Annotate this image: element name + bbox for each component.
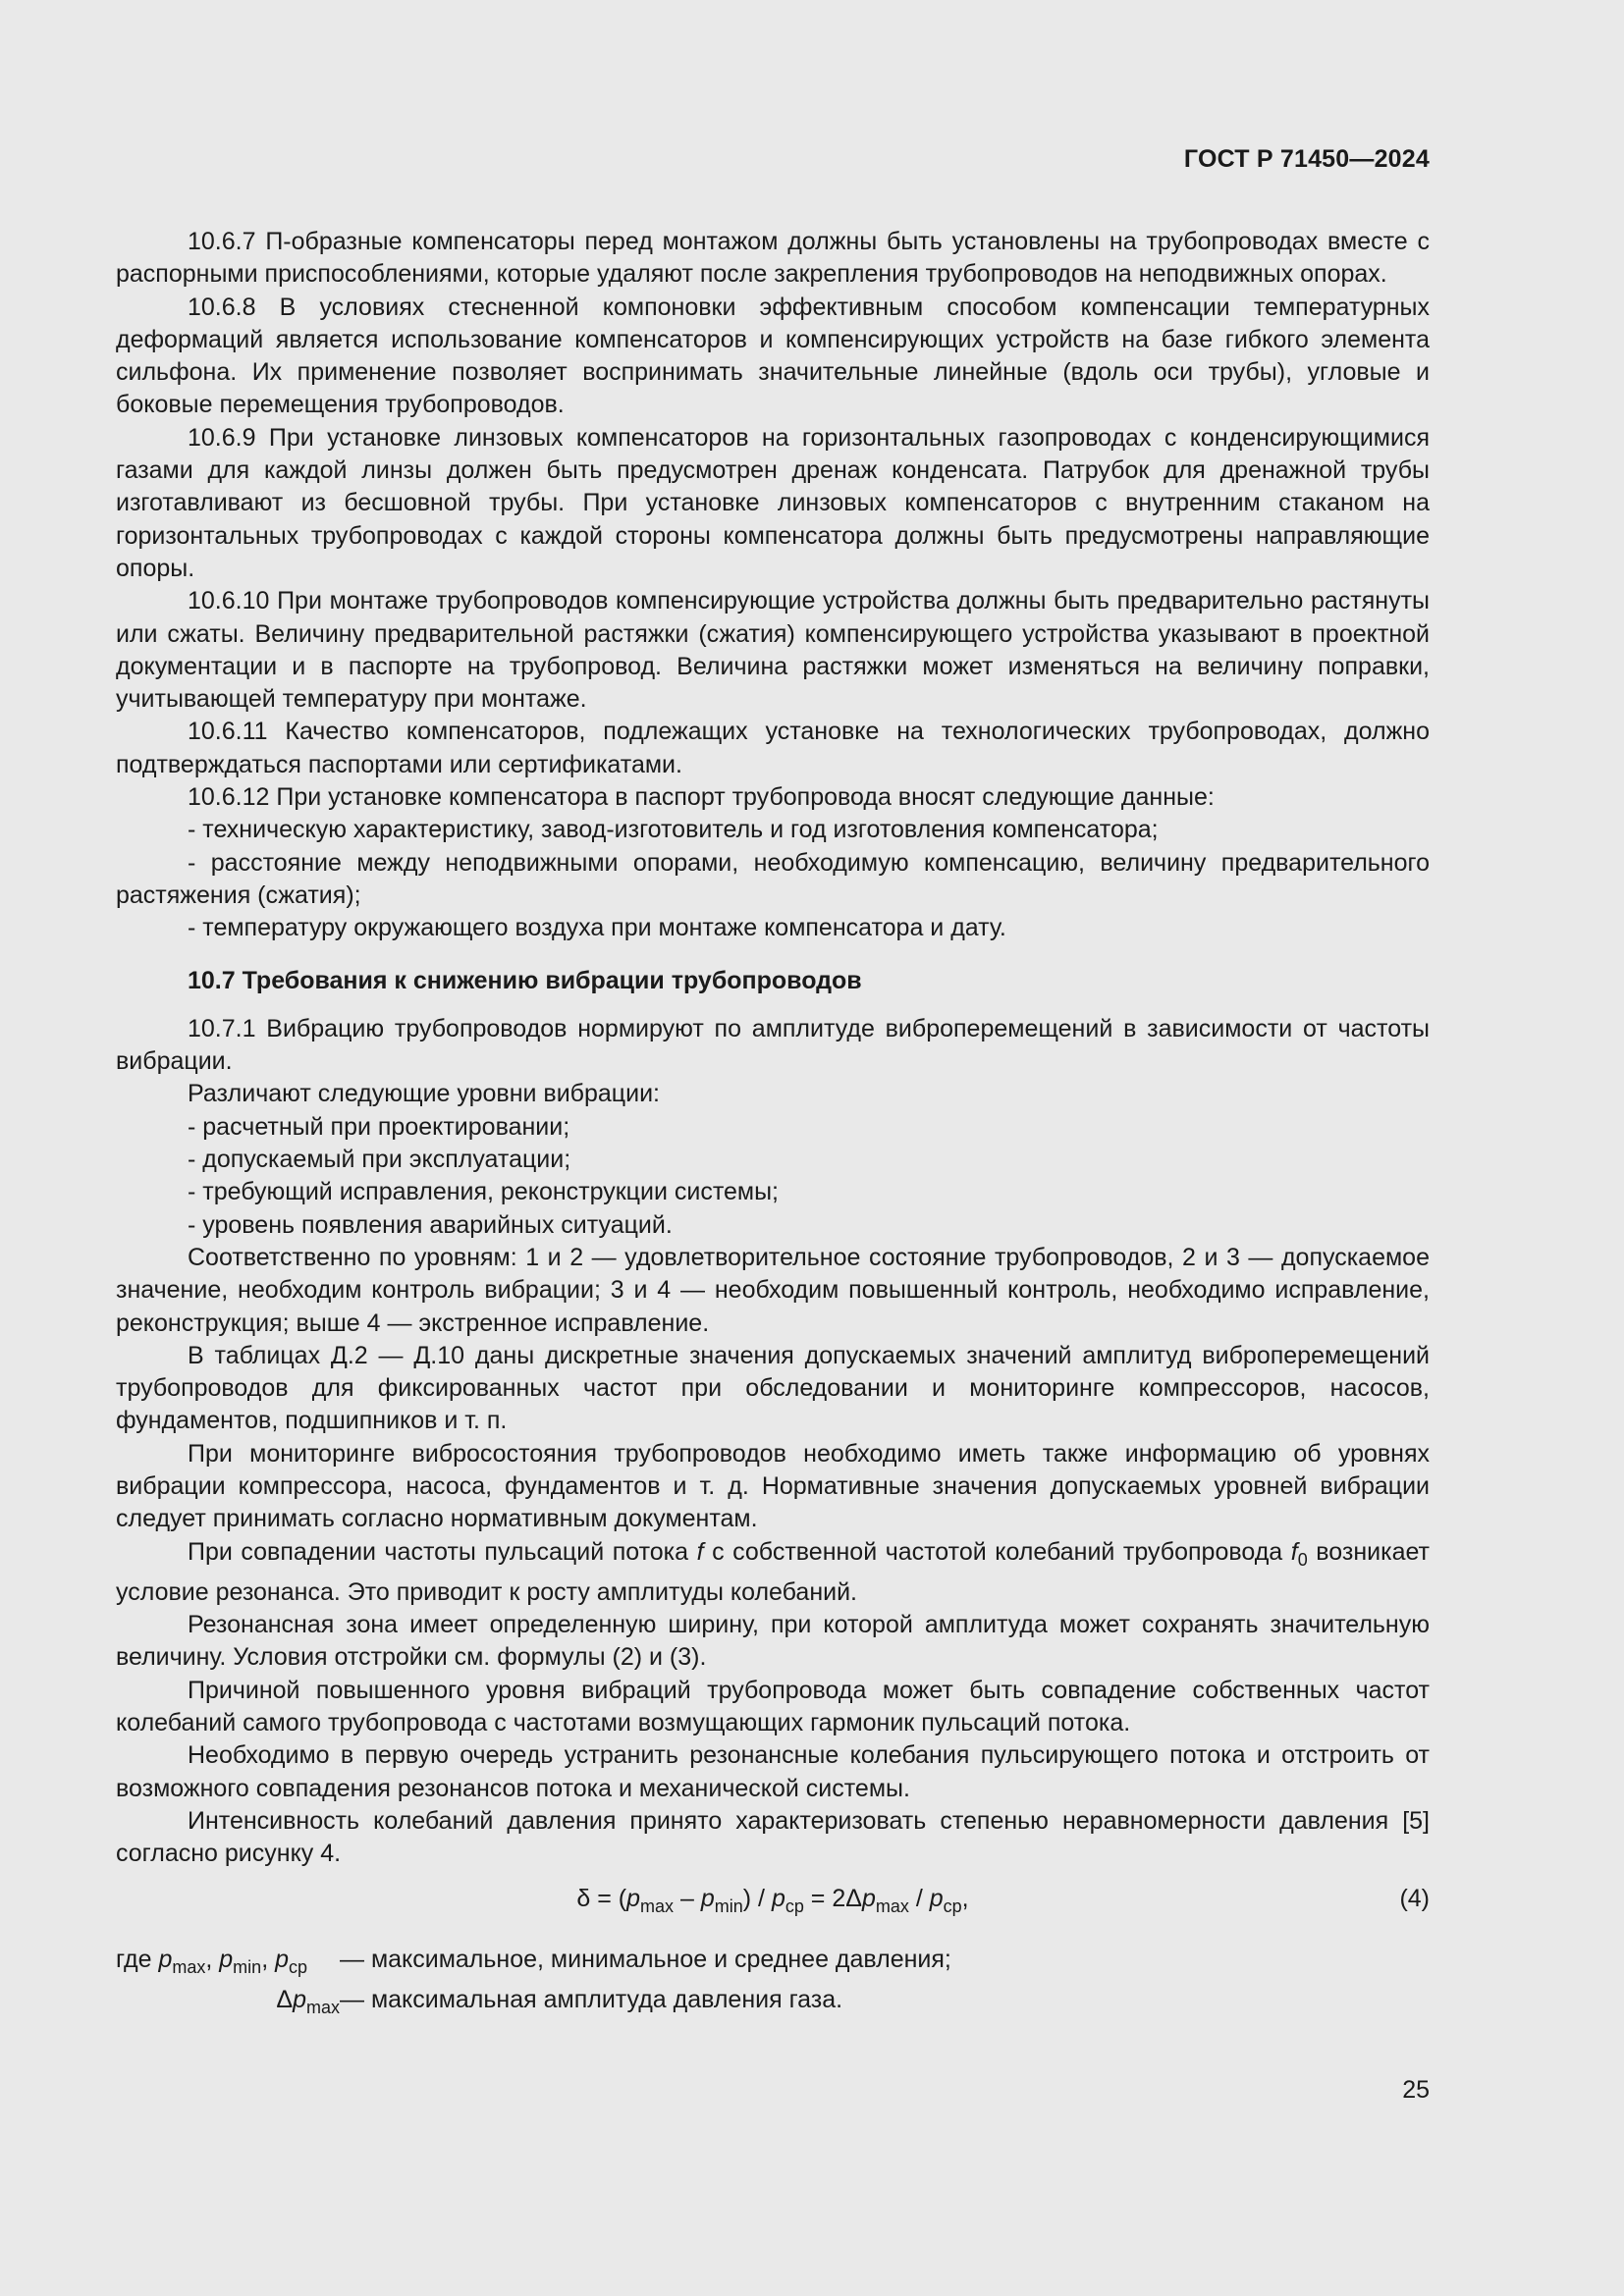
paragraph: Соответственно по уровням: 1 и 2 — удовлетворительное состояние трубопроводов, 2 и 3 — допускаемое значение, необходим контроль вибрации; 3 и 4 — необходим повышенный контроль, необходимо исправление, реконструкция; выше 4 — экстренное исправление. xyxy=(116,1243,1430,1337)
list-item: - расстояние между неподвижными опорами, необходимую компенсацию, величину предварительного растяжения (сжатия); xyxy=(116,848,1430,909)
paragraph-resonance xyxy=(116,1536,1430,1610)
formula-part: – xyxy=(674,1884,701,1912)
list-item: - требующий исправления, реконструкции системы; xyxy=(188,1178,780,1206)
legend-symbols xyxy=(116,1984,340,2024)
section-heading-10-7: 10.7 Требования к снижению вибрации трубопроводов xyxy=(188,966,862,994)
legend-where: где xyxy=(116,1945,159,1973)
subscript: 0 xyxy=(1297,1549,1308,1570)
subscript: max xyxy=(172,1956,206,1977)
paragraph: Резонансная зона имеет определенную ширину, при которой амплитуда может сохранять значительную величину. Условия отстройки см. формулы (2) и (3). xyxy=(116,1611,1430,1672)
subscript: max xyxy=(640,1896,675,1916)
symbol-delta: δ xyxy=(576,1884,591,1912)
list-item: - техническую характеристику, завод-изготовитель и год изготовления компенсатора; xyxy=(188,816,1159,844)
symbol-p: p xyxy=(219,1945,234,1973)
paragraph: Причиной повышенного уровня вибраций трубопровода может быть совпадение собственных частот колебаний самого трубопровода с частотами возмущающих гармоник пульсаций потока. xyxy=(116,1676,1430,1737)
list-item: - допускаемый при эксплуатации; xyxy=(188,1146,571,1174)
paragraph-10-6-7: 10.6.7 П-образные компенсаторы перед монтажом должны быть установлены на трубопроводах вместе с распорными приспособлениями, которые удаляют после закрепления трубопроводов на неподвижных опорах. xyxy=(116,228,1430,289)
formula-expression xyxy=(576,1884,969,1916)
list-item: - температуру окружающего воздуха при монтаже компенсатора и дату. xyxy=(188,914,1006,942)
formula-part: , xyxy=(961,1884,969,1912)
legend-row xyxy=(116,1944,1430,1984)
paragraph-10-7-1: 10.7.1 Вибрацию трубопроводов нормируют по амплитуде виброперемещений в зависимости от частоты вибрации. xyxy=(116,1014,1430,1076)
page-number: 25 xyxy=(1402,2076,1430,2104)
subscript: ср xyxy=(785,1896,804,1916)
symbol-p: p xyxy=(861,1884,876,1912)
legend-description: — максимальная амплитуда давления газа. xyxy=(340,1985,843,2013)
formula-part: = 2Δ xyxy=(803,1884,862,1912)
symbol-delta: Δ xyxy=(276,1985,294,2013)
symbol-p: p xyxy=(771,1884,785,1912)
formula-part: ) / xyxy=(742,1884,772,1912)
symbol-p: p xyxy=(700,1884,715,1912)
legend-description: — максимальное, минимальное и среднее давления; xyxy=(340,1945,951,1973)
paragraph: Различают следующие уровни вибрации: xyxy=(188,1080,660,1108)
standard-header: ГОСТ Р 71450—2024 xyxy=(1183,145,1430,173)
subscript: max xyxy=(875,1896,909,1916)
symbol-p: p xyxy=(626,1884,641,1912)
formula-number: (4) xyxy=(1399,1884,1430,1912)
paragraph: В таблицах Д.2 — Д.10 даны дискретные значения допускаемых значений амплитуд виброперемещений трубопроводов для фиксированных частот при обследовании и мониторинге компрессоров, насосов, фундаментов, подшипников и т. п. xyxy=(116,1341,1430,1435)
formula-part: = ( xyxy=(590,1884,627,1912)
document-body xyxy=(116,226,1430,2024)
list-item: - уровень появления аварийных ситуаций. xyxy=(188,1210,673,1239)
separator: , xyxy=(205,1945,220,1973)
formula-4 xyxy=(116,1883,1430,1922)
symbol-p: p xyxy=(929,1884,944,1912)
subscript: ср xyxy=(943,1896,962,1916)
paragraph: Необходимо в первую очередь устранить резонансные колебания пульсирующего потока и отстроить от возможного совпадения резонансов потока и механической системы. xyxy=(116,1741,1430,1802)
paragraph-10-6-12: 10.6.12 При установке компенсатора в паспорт трубопровода вносят следующие данные: xyxy=(188,783,1215,812)
subscript: min xyxy=(714,1896,743,1916)
symbol-f0: f xyxy=(1290,1537,1298,1566)
symbol-f: f xyxy=(696,1537,704,1566)
subscript: max xyxy=(305,1997,340,2017)
legend-row xyxy=(116,1984,1430,2024)
paragraph: При мониторинге вибросостояния трубопроводов необходимо иметь также информацию об уровнях вибрации компрессора, насоса, фундаментов и т. д. Нормативные значения допускаемых уровней вибрации следует принимать согласно нормативным документам. xyxy=(116,1439,1430,1533)
legend-symbols xyxy=(116,1944,340,1984)
symbol-p: p xyxy=(158,1945,173,1973)
paragraph-10-6-10: 10.6.10 При монтаже трубопроводов компенсирующие устройства должны быть предварительно растянуты или сжаты. Величину предварительной растяжки (сжатия) компенсирующего устройства указывают в проектной документации и в паспорте на трубопровод. Величина растяжки может изменяться на величину поправки, учитывающей температуру при монтаже. xyxy=(116,587,1430,714)
formula-legend xyxy=(116,1944,1430,2025)
subscript: min xyxy=(233,1956,262,1977)
separator: , xyxy=(261,1945,276,1973)
text-run: с собственной частотой колебаний трубопровода xyxy=(703,1537,1291,1566)
list-item: - расчетный при проектировании; xyxy=(188,1112,570,1141)
subscript: ср xyxy=(289,1956,308,1977)
paragraph-10-6-11: 10.6.11 Качество компенсаторов, подлежащих установке на технологических трубопроводах, должно подтверждаться паспортами или сертификатами. xyxy=(116,718,1430,778)
formula-part: / xyxy=(908,1884,930,1912)
symbol-p: p xyxy=(275,1945,289,1973)
paragraph-10-6-8: 10.6.8 В условиях стесненной компоновки эффективным способом компенсации температурных деформаций является использование компенсаторов и компенсирующих устройств на базе гибкого элемента сильфона. Их применение позволяет воспринимать значительные линейные (вдоль оси трубы), угловые и боковые перемещения трубопроводов. xyxy=(116,293,1430,419)
text-run: возникает условие резонанса. Это приводит к росту амплитуды колебаний. xyxy=(116,1537,1431,1606)
symbol-p: p xyxy=(293,1985,306,2013)
text-run: При совпадении частоты пульсаций потока xyxy=(188,1537,697,1566)
paragraph: Интенсивность колебаний давления принято характеризовать степенью неравномерности давления [5] согласно рисунку 4. xyxy=(116,1806,1430,1868)
paragraph-10-6-9: 10.6.9 При установке линзовых компенсаторов на горизонтальных газопроводах с конденсирующимися газами для каждой линзы должен быть предусмотрен дренаж конденсата. Патрубок для дренажной трубы изготавливают из бесшовной трубы. При установке линзовых компенсаторов с внутренним стаканом на горизонтальных трубопроводах с каждой стороны компенсатора должны быть предусмотрены направляющие опоры. xyxy=(116,423,1430,582)
